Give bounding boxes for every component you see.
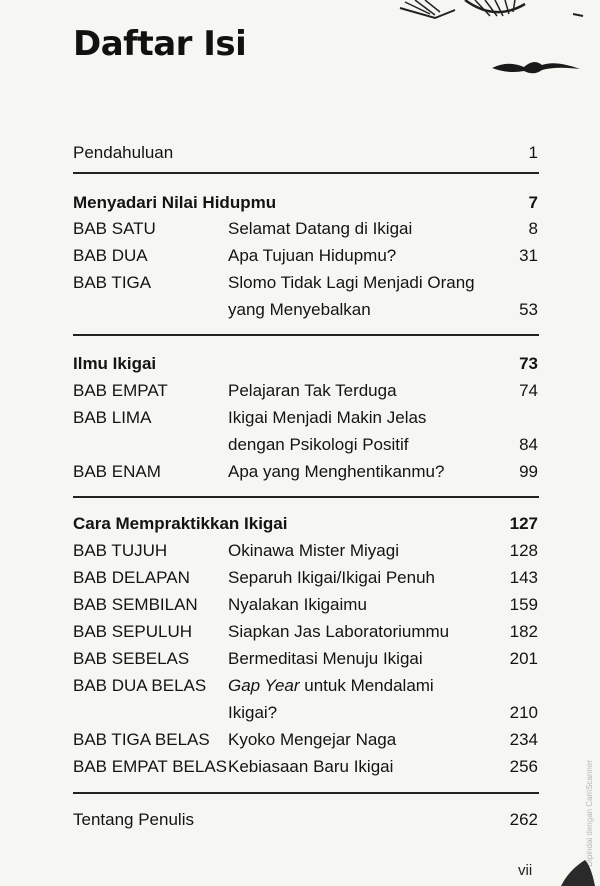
chapter-title	[228, 672, 434, 699]
chapter-entry	[73, 377, 538, 404]
chapter-number: BAB TIGA BELAS	[73, 730, 210, 749]
chapter-entry-continued	[73, 431, 538, 458]
chapter-title: Kyoko Mengejar Naga	[228, 730, 397, 749]
chapter-title: Pelajaran Tak Terduga	[228, 381, 397, 400]
chapter-number: BAB ENAM	[73, 462, 161, 481]
chapter-number: BAB DUA	[73, 246, 148, 265]
page-number: 84	[519, 435, 538, 454]
page-number: 99	[519, 462, 538, 481]
page-number: 159	[509, 595, 538, 614]
page-number: 210	[509, 703, 538, 722]
bird-ornament	[490, 56, 582, 78]
brush-ornament-corner	[555, 852, 600, 886]
chapter-entry	[73, 645, 538, 672]
page-number: 182	[509, 622, 538, 641]
page-number: 127	[509, 514, 538, 533]
chapter-entry	[73, 591, 538, 618]
brush-ornament-top	[395, 0, 600, 30]
chapter-entry	[73, 269, 538, 296]
chapter-title-italic: Gap Year	[228, 676, 300, 695]
chapter-entry-continued	[73, 699, 538, 726]
page-number: 1	[528, 143, 538, 162]
chapter-title: Apa Tujuan Hidupmu?	[228, 246, 397, 265]
chapter-entry	[73, 564, 538, 591]
toc-entry-outro	[73, 806, 538, 833]
chapter-entry	[73, 618, 538, 645]
page-folio: vii	[518, 862, 533, 879]
chapter-title: Apa yang Menghentikanmu?	[228, 462, 445, 481]
chapter-entry	[73, 726, 538, 753]
chapter-number: BAB LIMA	[73, 408, 152, 427]
chapter-title: Ikigai Menjadi Makin Jelas	[228, 408, 427, 427]
chapter-title-line2: yang Menyebalkan	[228, 300, 371, 319]
divider	[73, 334, 539, 336]
page-number: 143	[509, 568, 538, 587]
divider	[73, 496, 539, 498]
chapter-number: BAB DELAPAN	[73, 568, 190, 587]
chapter-entry-continued	[73, 296, 538, 323]
chapter-number: BAB TUJUH	[73, 541, 168, 560]
chapter-entry	[73, 753, 538, 780]
page-number: 74	[519, 381, 538, 400]
chapter-title: Okinawa Mister Miyagi	[228, 541, 399, 560]
page-number: 7	[528, 193, 538, 212]
chapter-number: BAB SATU	[73, 219, 156, 238]
chapter-title: Slomo Tidak Lagi Menjadi Orang	[228, 273, 475, 292]
chapter-title: Nyalakan Ikigaimu	[228, 595, 367, 614]
chapter-number: BAB SEBELAS	[73, 649, 190, 668]
section-title: Menyadari Nilai Hidupmu	[73, 193, 277, 212]
page-number: 262	[509, 810, 538, 829]
page-number: 31	[519, 246, 538, 265]
toc-entry-intro	[73, 139, 538, 166]
chapter-entry	[73, 672, 538, 699]
page-number: 8	[528, 219, 538, 238]
section-title: Ilmu Ikigai	[73, 354, 157, 373]
page-number: 128	[509, 541, 538, 560]
section-title: Cara Mempraktikkan Ikigai	[73, 514, 288, 533]
scanner-watermark: Dipindai dengan CamScanner	[585, 760, 594, 867]
chapter-entry	[73, 404, 538, 431]
page-number: 234	[509, 730, 538, 749]
page-number: 201	[509, 649, 538, 668]
chapter-number: BAB EMPAT	[73, 381, 168, 400]
divider	[73, 172, 539, 174]
section-heading	[73, 510, 538, 537]
chapter-number: BAB DUA BELAS	[73, 676, 207, 695]
page-number: 256	[509, 757, 538, 776]
chapter-title-line2: Ikigai?	[228, 703, 278, 722]
chapter-title: Bermeditasi Menuju Ikigai	[228, 649, 423, 668]
chapter-entry	[73, 458, 538, 485]
page-number: 73	[519, 354, 538, 373]
chapter-title: Siapkan Jas Laboratoriummu	[228, 622, 450, 641]
chapter-title: Kebiasaan Baru Ikigai	[228, 757, 394, 776]
page-number: 53	[519, 300, 538, 319]
chapter-title-line2: dengan Psikologi Positif	[228, 435, 409, 454]
section-heading	[73, 189, 538, 216]
chapter-entry	[73, 537, 538, 564]
chapter-title: Selamat Datang di Ikigai	[228, 219, 413, 238]
chapter-number: BAB SEMBILAN	[73, 595, 198, 614]
page-title: Daftar Isi	[73, 24, 247, 64]
chapter-number: BAB SEPULUH	[73, 622, 193, 641]
section-heading	[73, 350, 538, 377]
chapter-entry	[73, 215, 538, 242]
chapter-title-rest: untuk Mendalami	[299, 676, 434, 695]
chapter-entry	[73, 242, 538, 269]
chapter-number: BAB TIGA	[73, 273, 152, 292]
entry-label: Tentang Penulis	[73, 810, 194, 829]
entry-label: Pendahuluan	[73, 143, 174, 162]
chapter-number: BAB EMPAT BELAS	[73, 757, 228, 776]
chapter-title: Separuh Ikigai/Ikigai Penuh	[228, 568, 435, 587]
divider	[73, 792, 539, 794]
